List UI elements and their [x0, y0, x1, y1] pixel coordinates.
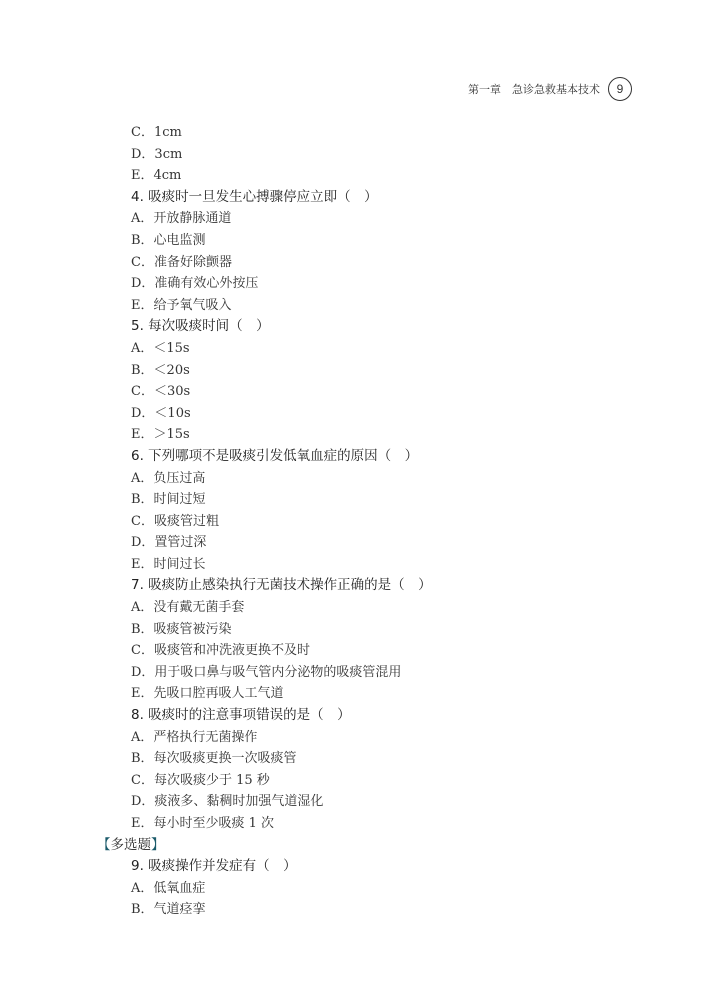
section-heading: [0, 835, 722, 857]
question-stem: 7. 吸痰防止感染执行无菌技术操作正确的是（ ）: [131, 577, 432, 594]
answer-option: B．时间过短: [131, 492, 206, 508]
answer-option: E．先吸口腔再吸人工气道: [131, 686, 284, 702]
page-number: 9: [608, 77, 632, 101]
exercise-list: [0, 122, 722, 921]
answer-option: E．给予氧气吸入: [131, 297, 232, 313]
answer-option: E．每小时至少吸痰 1 次: [131, 816, 275, 831]
section-bracket-close: 】: [151, 836, 165, 853]
answer-option: B．＜20s: [131, 362, 190, 378]
question-stem: 9. 吸痰操作并发症有（ ）: [131, 858, 297, 875]
answer-option: B．吸痰管被污染: [131, 621, 232, 637]
answer-option: C．吸痰管过粗: [131, 513, 219, 529]
answer-option: D．准确有效心外按压: [131, 276, 259, 292]
answer-option: E．时间过长: [131, 556, 206, 572]
question-stem: 8. 吸痰时的注意事项错误的是（ ）: [131, 707, 351, 724]
answer-option: C．1cm: [131, 125, 182, 140]
answer-option: C．准备好除颤器: [131, 254, 232, 270]
answer-option: A．低氧血症: [131, 880, 206, 896]
answer-option: A．＜15s: [131, 340, 190, 356]
question-stem: 6. 下列哪项不是吸痰引发低氧血症的原因（ ）: [131, 447, 419, 464]
answer-option: C．每次吸痰少于 15 秒: [131, 772, 270, 788]
answer-option: B．气道痉挛: [131, 902, 206, 918]
question-stem: 5. 每次吸痰时间（ ）: [131, 318, 270, 335]
answer-option: D．痰液多、黏稠时加强气道湿化: [131, 794, 324, 810]
answer-option: A．没有戴无菌手套: [131, 600, 245, 616]
page-header: [468, 77, 632, 101]
answer-option: D．3cm: [131, 146, 183, 162]
answer-option: C．吸痰管和冲洗液更换不及时: [131, 643, 310, 659]
answer-option: E．4cm: [131, 168, 182, 184]
answer-option: D．用于吸口鼻与吸气管内分泌物的吸痰管混用: [131, 664, 402, 680]
answer-option: E．＞15s: [131, 427, 190, 443]
answer-option: A．严格执行无菌操作: [131, 729, 258, 745]
question-stem: 4. 吸痰时一旦发生心搏骤停应立即（ ）: [131, 188, 378, 205]
answer-option: D．＜10s: [131, 405, 191, 421]
answer-option: C．＜30s: [131, 384, 191, 400]
answer-option: D．置管过深: [131, 535, 207, 551]
answer-option: B．心电监测: [131, 232, 206, 248]
answer-option: B．每次吸痰更换一次吸痰管: [131, 751, 297, 767]
section-bracket-open: 【: [97, 836, 111, 853]
answer-option: A．开放静脉通道: [131, 211, 232, 227]
answer-option: A．负压过高: [131, 470, 206, 486]
chapter-title: 第一章 急诊急救基本技术: [468, 83, 600, 96]
section-title: 多选题: [110, 836, 151, 853]
